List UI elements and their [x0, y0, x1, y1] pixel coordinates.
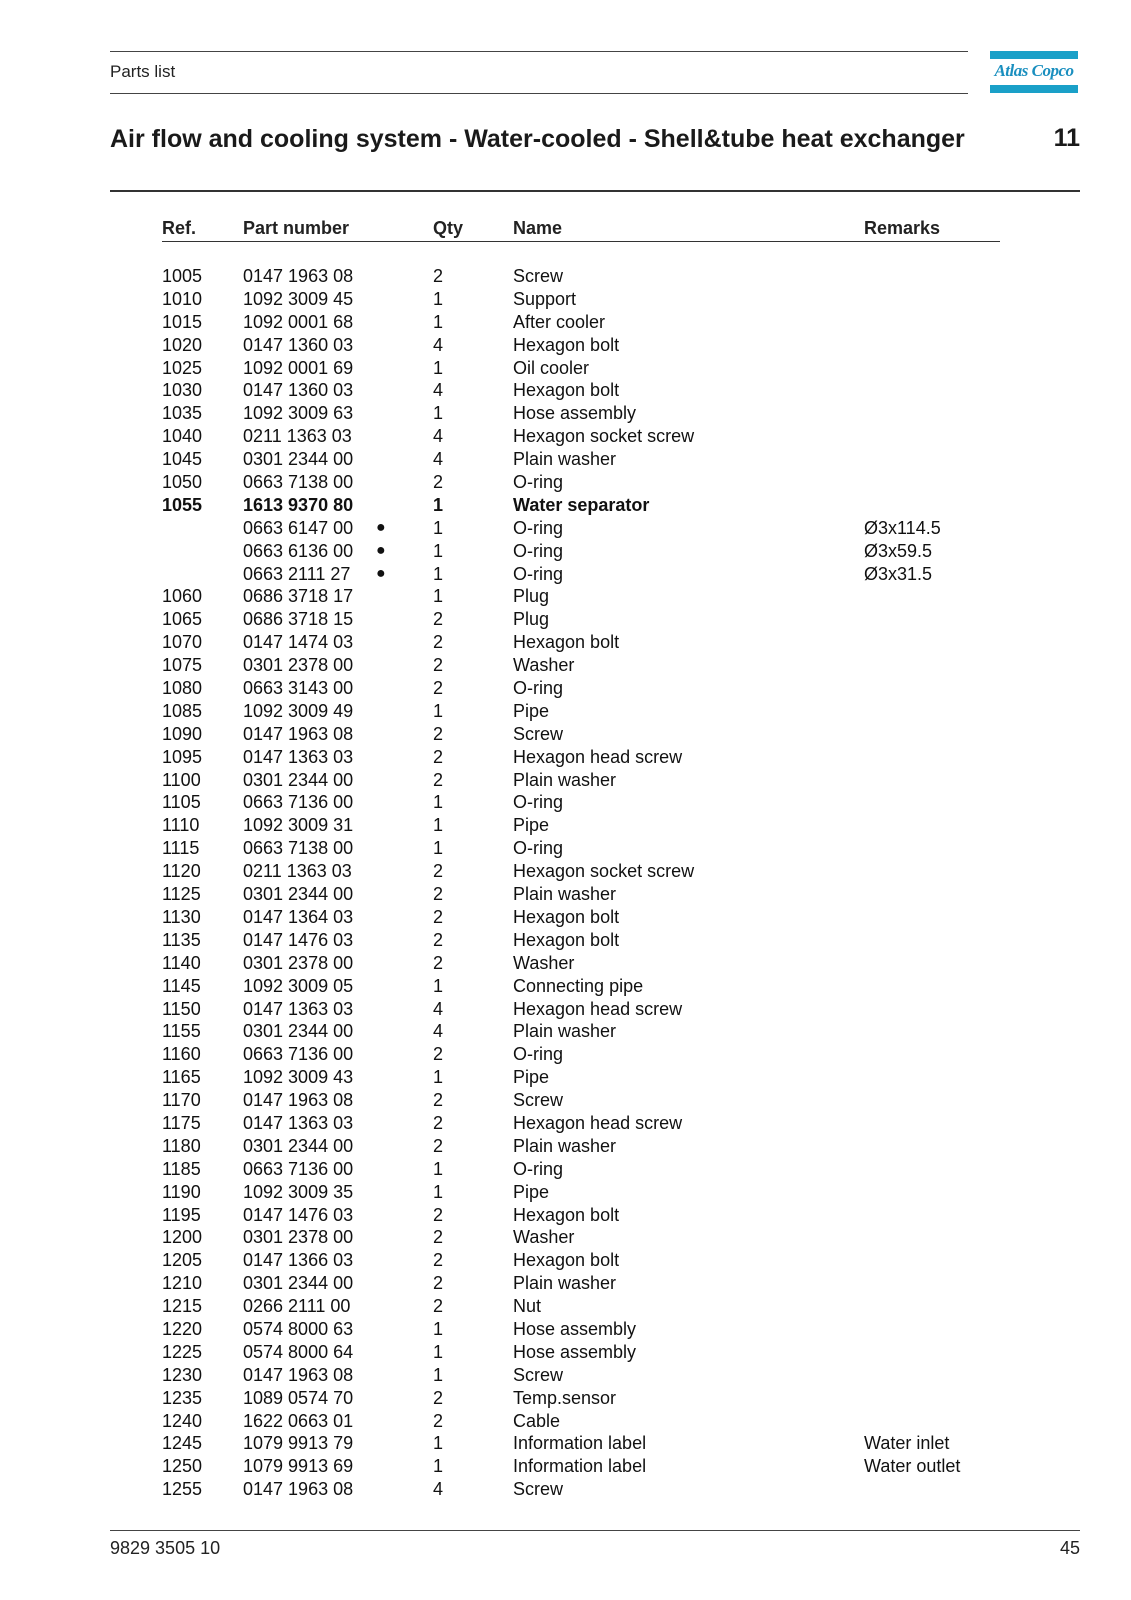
cell-name: Water separator	[513, 494, 650, 515]
cell-qty: 2	[433, 678, 444, 699]
cell-part-number: 0686 3718 17	[243, 586, 354, 607]
logo-bar-bottom	[990, 85, 1078, 93]
table-header	[162, 215, 1000, 242]
cell-name: Pipe	[513, 700, 550, 721]
cell-part-number: 0147 1474 03	[243, 632, 354, 653]
cell-ref: 1045	[162, 449, 203, 470]
logo-text: Atlas Copco	[994, 61, 1074, 80]
cell-name: Pipe	[513, 1181, 550, 1202]
cell-part-number: 0301 2378 00	[243, 1227, 354, 1248]
cell-qty: 1	[433, 1067, 444, 1088]
table-row	[162, 700, 1000, 723]
table-row	[162, 288, 1000, 311]
cell-part-number: 1092 0001 68	[243, 311, 354, 332]
table-row	[162, 1089, 1000, 1112]
cell-ref: 1075	[162, 655, 203, 676]
cell-qty: 1	[433, 700, 444, 721]
cell-name: Plain washer	[513, 884, 617, 905]
cell-name: Pipe	[513, 815, 550, 836]
cell-qty: 4	[433, 449, 444, 470]
cell-ref: 1140	[162, 952, 201, 973]
table-row	[162, 631, 1000, 654]
cell-name: Screw	[513, 1364, 564, 1385]
cell-qty: 4	[433, 334, 444, 355]
cell-ref: 1165	[162, 1067, 201, 1088]
cell-part-number: 1092 3009 05	[243, 975, 354, 996]
cell-name: O-ring	[513, 517, 564, 538]
cell-qty: 1	[433, 975, 444, 996]
table-row	[162, 837, 1000, 860]
cell-ref: 1065	[162, 609, 203, 630]
cell-name: Plug	[513, 586, 550, 607]
cell-ref: 1150	[162, 998, 201, 1019]
cell-qty: 1	[433, 517, 444, 538]
cell-qty: 2	[433, 609, 444, 630]
cell-name: Hexagon bolt	[513, 929, 620, 950]
cell-qty: 2	[433, 723, 444, 744]
cell-qty: 2	[433, 769, 444, 790]
cell-part-number: 0211 1363 03	[243, 861, 352, 882]
table-row	[162, 1318, 1000, 1341]
cell-ref: 1220	[162, 1318, 203, 1339]
cell-name: Temp.sensor	[513, 1387, 617, 1408]
cell-name: Plain washer	[513, 769, 617, 790]
table-row	[162, 860, 1000, 883]
cell-part-number: 0663 6147 00	[243, 517, 354, 538]
cell-part-number: 0147 1476 03	[243, 929, 354, 950]
cell-qty: 2	[433, 632, 444, 653]
cell-ref: 1080	[162, 678, 203, 699]
cell-ref: 1205	[162, 1250, 203, 1271]
cell-name: Hose assembly	[513, 403, 637, 424]
cell-qty: 1	[433, 1341, 444, 1362]
table-row	[162, 563, 1000, 586]
table-row	[162, 814, 1000, 837]
table-row	[162, 1478, 1000, 1501]
cell-qty: 4	[433, 380, 444, 401]
cell-qty: 1	[433, 1158, 444, 1179]
table-row	[162, 425, 1000, 448]
cell-name: Hexagon bolt	[513, 1204, 620, 1225]
cell-ref: 1055	[162, 494, 203, 515]
header-rule-top	[110, 51, 968, 52]
cell-name: Plain washer	[513, 1273, 617, 1294]
cell-name: Washer	[513, 952, 575, 973]
logo-bar-top	[990, 51, 1078, 59]
cell-part-number: 1092 3009 31	[243, 815, 354, 836]
cell-remarks: Ø3x31.5	[864, 563, 933, 584]
cell-part-number: 0301 2344 00	[243, 1135, 354, 1156]
parts-table	[162, 215, 1000, 1501]
cell-ref: 1005	[162, 266, 203, 286]
table-row	[162, 1226, 1000, 1249]
cell-part-number: 0574 8000 64	[243, 1341, 354, 1362]
footer-rule	[110, 1530, 1080, 1531]
cell-part-number: 0147 1364 03	[243, 906, 354, 927]
cell-qty: 1	[433, 838, 444, 859]
table-row	[162, 1043, 1000, 1066]
cell-part-number: 1092 0001 69	[243, 357, 354, 378]
cell-name: Hexagon bolt	[513, 1250, 620, 1271]
cell-ref: 1230	[162, 1364, 203, 1385]
cell-ref: 1095	[162, 746, 203, 767]
brand-logo	[990, 51, 1078, 94]
cell-qty: 2	[433, 1387, 444, 1408]
cell-name: Information label	[513, 1433, 647, 1454]
cell-qty: 1	[433, 288, 444, 309]
cell-ref: 1025	[162, 357, 203, 378]
column-header-part-number: Part number	[243, 218, 350, 238]
cell-ref: 1085	[162, 700, 203, 721]
table-row	[162, 723, 1000, 746]
cell-part-number: 0147 1363 03	[243, 746, 354, 767]
table-row	[162, 1112, 1000, 1135]
table-body	[162, 265, 1000, 1501]
cell-qty: 2	[433, 1090, 444, 1111]
cell-name: Hexagon head screw	[513, 998, 683, 1019]
bullet-icon: ●	[376, 518, 386, 536]
cell-qty: 2	[433, 472, 444, 493]
cell-name: Screw	[513, 1090, 564, 1111]
cell-part-number: 0301 2344 00	[243, 884, 354, 905]
cell-ref: 1105	[162, 792, 201, 813]
cell-ref: 1015	[162, 311, 203, 332]
cell-name: Hexagon bolt	[513, 906, 620, 927]
cell-ref: 1120	[162, 861, 201, 882]
cell-part-number: 0147 1360 03	[243, 334, 354, 355]
cell-ref: 1210	[162, 1273, 203, 1294]
column-header-remarks: Remarks	[864, 218, 941, 238]
table-row	[162, 265, 1000, 288]
cell-name: O-ring	[513, 838, 564, 859]
cell-part-number: 1613 9370 80	[243, 494, 354, 515]
cell-name: Cable	[513, 1410, 561, 1431]
cell-qty: 1	[433, 311, 444, 332]
table-row	[162, 1272, 1000, 1295]
table-row	[162, 471, 1000, 494]
header-rule-bottom	[110, 93, 968, 94]
cell-part-number: 0147 1363 03	[243, 1112, 354, 1133]
cell-name: Hose assembly	[513, 1341, 637, 1362]
cell-qty: 1	[433, 540, 444, 561]
cell-ref: 1175	[162, 1112, 201, 1133]
chapter-number: 11	[1053, 124, 1080, 152]
cell-qty: 2	[433, 906, 444, 927]
table-row	[162, 357, 1000, 380]
cell-part-number: 1092 3009 35	[243, 1181, 354, 1202]
page-title: Air flow and cooling system - Water-cooled - Shell&tube heat exchanger	[110, 125, 965, 153]
cell-qty: 2	[433, 746, 444, 767]
cell-part-number: 0663 7136 00	[243, 792, 354, 813]
cell-qty: 4	[433, 1021, 444, 1042]
cell-ref: 1030	[162, 380, 203, 401]
cell-qty: 2	[433, 1204, 444, 1225]
cell-name: Plain washer	[513, 449, 617, 470]
table-row	[162, 1387, 1000, 1410]
cell-name: Nut	[513, 1296, 542, 1317]
cell-name: Washer	[513, 655, 575, 676]
table-row	[162, 1410, 1000, 1433]
cell-part-number: 0147 1360 03	[243, 380, 354, 401]
table-row	[162, 494, 1000, 517]
table-row	[162, 1295, 1000, 1318]
table-row	[162, 585, 1000, 608]
cell-qty: 1	[433, 1456, 444, 1477]
cell-ref: 1035	[162, 403, 203, 424]
cell-name: Hexagon bolt	[513, 334, 620, 355]
cell-qty: 2	[433, 1296, 444, 1317]
cell-qty: 2	[433, 266, 444, 286]
cell-ref: 1110	[162, 815, 200, 836]
cell-remarks: Ø3x114.5	[864, 517, 941, 538]
cell-ref: 1160	[162, 1044, 201, 1065]
cell-qty: 1	[433, 357, 444, 378]
cell-part-number: 0574 8000 63	[243, 1318, 354, 1339]
cell-part-number: 0663 7138 00	[243, 838, 354, 859]
cell-ref: 1180	[162, 1135, 201, 1156]
cell-ref: 1135	[162, 929, 201, 950]
cell-ref: 1155	[162, 1021, 201, 1042]
cell-remarks: Water outlet	[864, 1456, 961, 1477]
table-row	[162, 1341, 1000, 1364]
cell-name: O-ring	[513, 1044, 564, 1065]
cell-part-number: 0301 2378 00	[243, 655, 354, 676]
document-number: 9829 3505 10	[110, 1538, 221, 1558]
cell-ref: 1185	[162, 1158, 201, 1179]
cell-qty: 2	[433, 952, 444, 973]
cell-part-number: 0147 1963 08	[243, 1364, 354, 1385]
cell-part-number: 0663 7138 00	[243, 472, 354, 493]
table-row	[162, 1432, 1000, 1455]
cell-ref: 1070	[162, 632, 203, 653]
cell-qty: 4	[433, 1479, 444, 1500]
table-row	[162, 540, 1000, 563]
cell-qty: 1	[433, 494, 444, 515]
cell-ref: 1250	[162, 1456, 203, 1477]
cell-part-number: 0211 1363 03	[243, 426, 352, 447]
cell-ref: 1195	[162, 1204, 201, 1225]
table-row	[162, 608, 1000, 631]
cell-name: O-ring	[513, 472, 564, 493]
cell-ref: 1060	[162, 586, 203, 607]
section-label: Parts list	[110, 62, 176, 81]
cell-part-number: 0147 1363 03	[243, 998, 354, 1019]
cell-part-number: 1089 0574 70	[243, 1387, 354, 1408]
cell-part-number: 0301 2344 00	[243, 449, 354, 470]
cell-part-number: 0663 7136 00	[243, 1158, 354, 1179]
cell-qty: 1	[433, 563, 444, 584]
cell-qty: 2	[433, 884, 444, 905]
cell-part-number: 0266 2111 00	[243, 1296, 351, 1317]
cell-name: Information label	[513, 1456, 647, 1477]
cell-qty: 2	[433, 1044, 444, 1065]
cell-ref: 1255	[162, 1479, 203, 1500]
table-row	[162, 769, 1000, 792]
cell-name: Hose assembly	[513, 1318, 637, 1339]
cell-qty: 4	[433, 426, 444, 447]
cell-ref: 1190	[162, 1181, 201, 1202]
cell-name: Support	[513, 288, 577, 309]
cell-qty: 1	[433, 1181, 444, 1202]
cell-ref: 1215	[162, 1296, 203, 1317]
table-row	[162, 746, 1000, 769]
column-header-ref: Ref.	[162, 218, 197, 238]
cell-name: Washer	[513, 1227, 575, 1248]
cell-qty: 2	[433, 929, 444, 950]
cell-part-number: 0147 1963 08	[243, 723, 354, 744]
table-row	[162, 311, 1000, 334]
cell-part-number: 1092 3009 45	[243, 288, 354, 309]
cell-part-number: 0663 6136 00	[243, 540, 354, 561]
cell-qty: 1	[433, 1318, 444, 1339]
cell-name: Hexagon head screw	[513, 746, 683, 767]
table-row	[162, 517, 1000, 540]
cell-qty: 2	[433, 1112, 444, 1133]
cell-part-number: 0301 2378 00	[243, 952, 354, 973]
cell-part-number: 0301 2344 00	[243, 1273, 354, 1294]
title-rule	[110, 190, 1080, 192]
table-row	[162, 1364, 1000, 1387]
table-row	[162, 1158, 1000, 1181]
cell-ref: 1100	[162, 769, 201, 790]
cell-part-number: 0663 7136 00	[243, 1044, 354, 1065]
table-row	[162, 883, 1000, 906]
cell-name: Hexagon head screw	[513, 1112, 683, 1133]
table-row	[162, 1135, 1000, 1158]
cell-name: Plain washer	[513, 1021, 617, 1042]
cell-qty: 1	[433, 815, 444, 836]
bullet-icon: ●	[376, 564, 386, 582]
cell-part-number: 0147 1963 08	[243, 1479, 354, 1500]
cell-part-number: 0301 2344 00	[243, 769, 354, 790]
table-row	[162, 1181, 1000, 1204]
cell-qty: 1	[433, 792, 444, 813]
table-row	[162, 1066, 1000, 1089]
cell-name: Screw	[513, 1479, 564, 1500]
column-header-name: Name	[513, 218, 563, 238]
cell-ref: 1200	[162, 1227, 203, 1248]
cell-qty: 1	[433, 1433, 444, 1454]
cell-part-number: 1092 3009 43	[243, 1067, 354, 1088]
table-row	[162, 654, 1000, 677]
table-row	[162, 334, 1000, 357]
cell-qty: 2	[433, 1273, 444, 1294]
cell-name: Plain washer	[513, 1135, 617, 1156]
table-row	[162, 791, 1000, 814]
cell-ref: 1050	[162, 472, 203, 493]
cell-name: Hexagon socket screw	[513, 426, 695, 447]
cell-name: Pipe	[513, 1067, 550, 1088]
cell-name: O-ring	[513, 540, 564, 561]
cell-part-number: 0663 3143 00	[243, 678, 354, 699]
cell-ref: 1020	[162, 334, 203, 355]
cell-name: Oil cooler	[513, 357, 590, 378]
table-row	[162, 677, 1000, 700]
table-row	[162, 998, 1000, 1021]
cell-name: Screw	[513, 266, 564, 286]
cell-name: O-ring	[513, 678, 564, 699]
cell-part-number: 0147 1963 08	[243, 266, 354, 286]
cell-name: O-ring	[513, 792, 564, 813]
cell-qty: 1	[433, 586, 444, 607]
table-row	[162, 1249, 1000, 1272]
table-row	[162, 379, 1000, 402]
cell-part-number: 0686 3718 15	[243, 609, 354, 630]
cell-ref: 1225	[162, 1341, 203, 1362]
cell-qty: 4	[433, 998, 444, 1019]
page-number: 45	[1059, 1538, 1080, 1558]
cell-part-number: 0147 1366 03	[243, 1250, 354, 1271]
cell-name: Screw	[513, 723, 564, 744]
cell-part-number: 0301 2344 00	[243, 1021, 354, 1042]
table-row	[162, 1204, 1000, 1227]
cell-remarks: Water inlet	[864, 1433, 950, 1454]
cell-qty: 2	[433, 1227, 444, 1248]
table-row	[162, 929, 1000, 952]
cell-name: O-ring	[513, 563, 564, 584]
cell-qty: 2	[433, 1135, 444, 1156]
cell-name: Hexagon bolt	[513, 380, 620, 401]
cell-name: Plug	[513, 609, 550, 630]
cell-ref: 1130	[162, 906, 201, 927]
cell-part-number: 1079 9913 79	[243, 1433, 354, 1454]
cell-part-number: 1622 0663 01	[243, 1410, 354, 1431]
cell-part-number: 1092 3009 63	[243, 403, 354, 424]
cell-ref: 1235	[162, 1387, 203, 1408]
table-row	[162, 402, 1000, 425]
cell-ref: 1040	[162, 426, 203, 447]
column-header-qty: Qty	[433, 218, 464, 238]
cell-ref: 1125	[162, 884, 201, 905]
cell-qty: 1	[433, 403, 444, 424]
cell-part-number: 1092 3009 49	[243, 700, 354, 721]
cell-qty: 2	[433, 655, 444, 676]
cell-part-number: 1079 9913 69	[243, 1456, 354, 1477]
table-row	[162, 1020, 1000, 1043]
cell-qty: 2	[433, 861, 444, 882]
cell-name: Hexagon socket screw	[513, 861, 695, 882]
cell-ref: 1245	[162, 1433, 203, 1454]
cell-ref: 1010	[162, 288, 203, 309]
cell-part-number: 0147 1476 03	[243, 1204, 354, 1225]
table-row	[162, 975, 1000, 998]
cell-name: Hexagon bolt	[513, 632, 620, 653]
cell-ref: 1115	[162, 838, 200, 859]
cell-ref: 1240	[162, 1410, 203, 1431]
cell-ref: 1090	[162, 723, 203, 744]
cell-name: O-ring	[513, 1158, 564, 1179]
cell-qty: 2	[433, 1250, 444, 1271]
table-row	[162, 952, 1000, 975]
cell-ref: 1170	[162, 1090, 201, 1111]
cell-part-number: 0147 1963 08	[243, 1090, 354, 1111]
cell-remarks: Ø3x59.5	[864, 540, 933, 561]
table-row	[162, 448, 1000, 471]
table-row	[162, 906, 1000, 929]
cell-ref: 1145	[162, 975, 201, 996]
cell-name: Connecting pipe	[513, 975, 644, 996]
cell-qty: 1	[433, 1364, 444, 1385]
cell-name: After cooler	[513, 311, 606, 332]
cell-qty: 2	[433, 1410, 444, 1431]
bullet-icon: ●	[376, 541, 386, 559]
table-row	[162, 1455, 1000, 1478]
cell-part-number: 0663 2111 27	[243, 563, 351, 584]
